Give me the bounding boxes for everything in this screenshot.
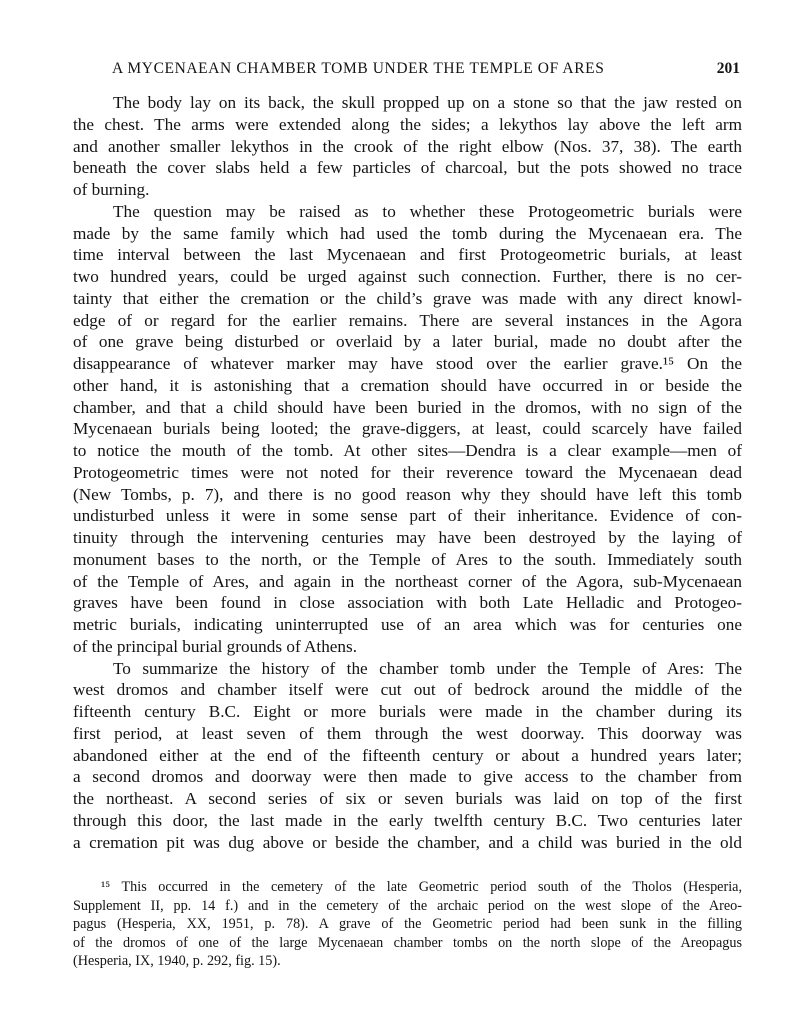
text-line: monument bases to the north, or the Temple of Ares to the south. Immediately south bbox=[73, 549, 742, 569]
text-line: Protogeometric times were not noted for their reverence toward the Mycenaean dead bbox=[73, 462, 742, 482]
text-line: of one grave being disturbed or overlaid by a later burial, made no doubt after the bbox=[73, 332, 742, 352]
footnote-line: ¹⁵ This occurred in the cemetery of the late Geometric period south of the Tholos (Hesperia, bbox=[101, 879, 742, 895]
text-line: of the Temple of Ares, and again in the northeast corner of the Agora, sub-Mycenaean bbox=[73, 571, 742, 591]
paragraph-burial-description bbox=[73, 92, 742, 201]
text-line: the northeast. A second series of six or seven burials was laid on top of the first bbox=[73, 789, 742, 808]
text-line: chamber, and that a child should have been buried in the dromos, with no sign of the bbox=[73, 397, 742, 417]
text-line: The body lay on its back, the skull propped up on a stone so that the jaw rested on bbox=[113, 93, 742, 112]
text-line: and another smaller lekythos in the crook of the right elbow (Nos. 37, 38). The earth bbox=[73, 136, 742, 156]
text-line: fifteenth century B.C. Eight or more burials were made in the chamber during its bbox=[73, 702, 742, 721]
text-line: time interval between the last Mycenaean and first Protogeometric burials, at least bbox=[73, 245, 742, 265]
text-line: tainty that either the cremation or the child’s grave was made with any direct knowl- bbox=[73, 288, 742, 308]
footnote-15 bbox=[73, 878, 742, 971]
text-line: a second dromos and doorway were then made to give access to the chamber from bbox=[73, 767, 742, 787]
text-line: through this door, the last made in the early twelfth century B.C. Two centuries later bbox=[73, 810, 742, 830]
text-line: abandoned either at the end of the fifteenth century or about a hundred years later; bbox=[73, 745, 742, 765]
text-line: The question may be raised as to whether these Protogeometric burials were bbox=[113, 201, 742, 221]
text-line: a cremation pit was dug above or beside the chamber, and a child was buried in the old bbox=[73, 832, 742, 852]
running-title: A MYCENAEAN CHAMBER TOMB UNDER THE TEMPLE OF ARES bbox=[112, 60, 605, 77]
text-line: (New Tombs, p. 7), and there is no good reason why they should have left this tomb bbox=[73, 484, 742, 504]
text-line: edge of or regard for the earlier remains. There are several instances in the Agora bbox=[73, 310, 742, 330]
footnote-line: Supplement II, pp. 14 f.) and in the cemetery of the archaic period on the west slope of the Areo- bbox=[73, 897, 742, 914]
text-line: two hundred years, could be urged against such connection. Further, there is no cer- bbox=[73, 267, 742, 286]
paragraph-summary bbox=[73, 658, 742, 854]
footnote-line: pagus (Hesperia, XX, 1951, p. 78). A grave of the Geometric period had been sunk in the filling bbox=[73, 916, 742, 933]
footnote-line: of the dromos of one of the large Mycenaean chamber tombs on the north slope of the Areopagus bbox=[73, 934, 742, 951]
text-line: of burning. bbox=[73, 180, 150, 199]
text-line: first period, at least seven of them through the west doorway. This doorway was bbox=[73, 723, 742, 743]
page-number: 201 bbox=[716, 60, 740, 77]
text-line: other hand, it is astonishing that a cremation should have occurred in or beside the bbox=[73, 375, 742, 395]
text-line: west dromos and chamber itself were cut out of bedrock around the middle of the bbox=[73, 680, 742, 700]
text-line: of the principal burial grounds of Athens. bbox=[73, 636, 358, 656]
text-line: to notice the mouth of the tomb. At other sites—Dendra is a clear example—men of bbox=[73, 441, 742, 460]
running-header bbox=[100, 60, 740, 82]
footnote-line: (Hesperia, IX, 1940, p. 292, fig. 15). bbox=[73, 953, 281, 970]
body-text bbox=[73, 92, 742, 853]
text-line: Mycenaean burials being looted; the grave-diggers, at least, could scarcely have failed bbox=[73, 419, 742, 439]
text-line: undisturbed unless it were in some sense part of their inheritance. Evidence of con- bbox=[73, 506, 742, 526]
text-line: To summarize the history of the chamber tomb under the Temple of Ares: The bbox=[113, 658, 742, 678]
text-line: tinuity through the intervening centuries may have been destroyed by the laying of bbox=[73, 528, 742, 547]
text-line: graves have been found in close association with both Late Helladic and Protogeo- bbox=[73, 593, 742, 613]
text-line: beneath the cover slabs held a few particles of charcoal, but the pots showed no trace bbox=[73, 158, 742, 178]
text-line: made by the same family which had used the tomb during the Mycenaean era. The bbox=[73, 223, 742, 243]
text-line: disappearance of whatever marker may have stood over the earlier grave.¹⁵ On the bbox=[73, 354, 742, 373]
text-line: the chest. The arms were extended along the sides; a lekythos lay above the left arm bbox=[73, 114, 742, 134]
paragraph-protogeometric-question bbox=[73, 201, 742, 658]
text-line: metric burials, indicating uninterrupted use of an area which was for centuries one bbox=[73, 615, 742, 634]
